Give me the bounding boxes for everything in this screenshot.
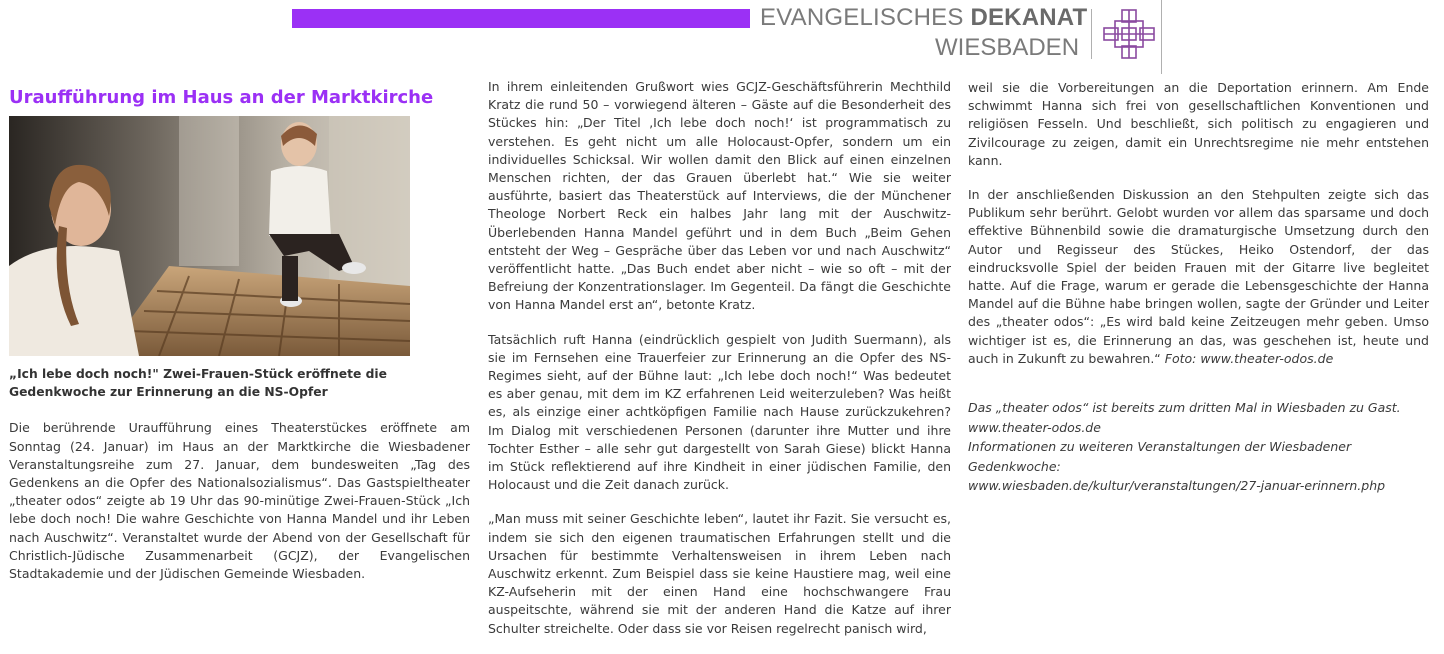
paragraph: In ihrem einleitenden Grußwort wies GCJZ-Geschäftsführerin Mechthild Kratz die rund 50 – vorwiegend älteren – Gäste auf die Besonderheit des Stückes hin: „Der Titel ‚Ich lebe doch noch!‘ ist programmatisch zu verstehen. Es geht nicht um alle Holocaust-Opfer, sondern um ein individuelles Schicksal. Wir wollen damit den Blick auf einen einzelnen Menschen richten, der das Grauen überlebt hat.“ Wie sie weiter ausführte, basiert das Theaterstück auf Interviews, die der Münchener Theologe Norbert Reck ein halbes Jahr lang mit der Auschwitz-Überlebenden Hanna Mandel geführt und in dem Buch „Beim Gehen entsteht der Weg – Gespräche über das Leben vor und nach Auschwitz“ veröffentlicht hatte. „Das Buch endet aber nicht – wie so oft – mit der Befreiung der Konzentrationslager. Im Gegenteil. Da fängt die Geschichte von Hanna Mandel erst an“, betonte Kratz. (488, 79, 951, 313)
article-column-1 (9, 86, 470, 599)
events-link[interactable]: www.wiesbaden.de/kultur/veranstaltungen/27-januar-erinnern.php (968, 478, 1386, 494)
page-header (0, 0, 1444, 75)
article-title: Uraufführung im Haus an der Marktkirche (9, 87, 434, 108)
paragraph-with-credit (968, 186, 1429, 368)
note-line: Das „theater odos“ ist bereits zum dritten Mal in Wiesbaden zu Gast. (968, 400, 1401, 416)
paragraph: Tatsächlich ruft Hanna (eindrücklich gespielt von Judith Suermann), als sie im Fernsehen eine Trauerfeier zur Erinnerung an die Opfer des NS-Regimes sieht, auf der Bühne laut: „Ich lebe doch noch!“ Was bedeutet es aber genau, mit dem im KZ erfahrenen Leid weiterzuleben? Was heißt es, als einzige einer achtköpfigen Familie nach Hause zurückzukehren? Im Dialog mit verschiedenen Personen (darunter ihre Mutter und ihre Tochter Esther – alle sehr gut dargestellt von Sarah Giese) blickt Hanna im Stück reflektierend auf ihre Kindheit in einer jüdischen Familie, den Holocaust und die Zeit danach zurück. (488, 331, 951, 493)
brand-bar (292, 9, 750, 28)
paragraph-text: In der anschließenden Diskussion an den Stehpulten zeigte sich das Publikum sehr berührt. Gelobt wurden vor allem das sparsame und doch effektive Bühnenbild sowie die dramaturgische Umsetzung durch den Autor und Regisseur des Stückes, Heiko Ostendorf, der das eindrucksvolle Spiel der beiden Frauen mit der Gitarre live begleitet hatte. Auf die Frage, warum er gerade die Lebensgeschichte der Hanna Mandel auf die Bühne habe bringen wollen, sagte der Gründer und Leiter des „theater odos“: „Es wird bald keine Zeitzeugen mehr geben. Umso wichtiger ist es, die Erinnerung an das, was geschehen ist, heute und auch in Zukunft zu bewahren.“ (968, 187, 1429, 366)
paragraph: „Man muss mit seiner Geschichte leben“, lautet ihr Fazit. Sie versucht es, indem sie sich den eigenen traumatischen Erfahrungen stellt und die Ursachen für bestimmte Verhaltensweisen in ihrem Leben nach Auschwitz erkennt. Zum Beispiel dass sie keine Haustiere mag, weil eine KZ-Aufseherin mit der einen Hand eine hochschwangere Frau auspeitschte, während sie mit der anderen Hand die Katze auf ihrer Schulter streichelte. Oder dass sie vor Reisen regelrecht panisch wird, (488, 511, 951, 636)
photo-caption: „Ich lebe doch noch!" Zwei-Frauen-Stück eröffnete die Gedenkwoche zur Erinnerung an die NS-Opfer (9, 367, 387, 400)
header-divider (1091, 9, 1092, 59)
theater-link[interactable]: www.theater-odos.de (968, 419, 1101, 435)
article-column-3 (968, 79, 1429, 496)
paragraph: Die berührende Uraufführung eines Theaterstückes eröffnete am Sonntag (24. Januar) im Haus an der Marktkirche die Wiesbadener Veranstaltungsreihe zum 27. Januar, dem bundesweiten „Tag des Gedenkens an die Opfer des Nationalsozialismus“. Das Gastspieltheater „theater odos“ zeigte ab 19 Uhr das 90-minütige Zwei-Frauen-Stück „Ich lebe doch noch! Die wahre Geschichte von Hanna Mandel und ihr Leben nach Auschwitz“. Veranstaltet wurde der Abend von der Gesellschaft für Christlich-Jüdische Zusammenarbeit (GCJZ), der Evangelischen Stadtakademie und der Jüdischen Gemeinde Wiesbaden. (9, 420, 470, 582)
photo-credit: Foto: www.theater-odos.de (1164, 350, 1334, 366)
header-divider-right (1161, 0, 1162, 74)
article-notes (968, 398, 1429, 496)
paragraph: weil sie die Vorbereitungen an die Deportation erinnern. Am Ende schwimmt Hanna sich frei von gesellschaftlichen Konventionen und religiösen Fesseln. Und beschließt, sich politisch zu engagieren und Zivilcourage zu zeigen, damit ein Unrechtsregime nie mehr entstehen kann. (968, 80, 1429, 168)
dekanat-cross-logo-icon[interactable] (1103, 9, 1155, 59)
org-city: WIESBADEN (935, 34, 1080, 61)
org-name-bold: DEKANAT (970, 4, 1088, 31)
org-name-light: EVANGELISCHES (760, 4, 964, 31)
article-photo (9, 116, 410, 356)
org-name (760, 4, 1087, 32)
note-line: Informationen zu weiteren Veranstaltungen der Wiesbadener Gedenkwoche: (968, 439, 1352, 474)
article-column-2 (488, 78, 951, 654)
